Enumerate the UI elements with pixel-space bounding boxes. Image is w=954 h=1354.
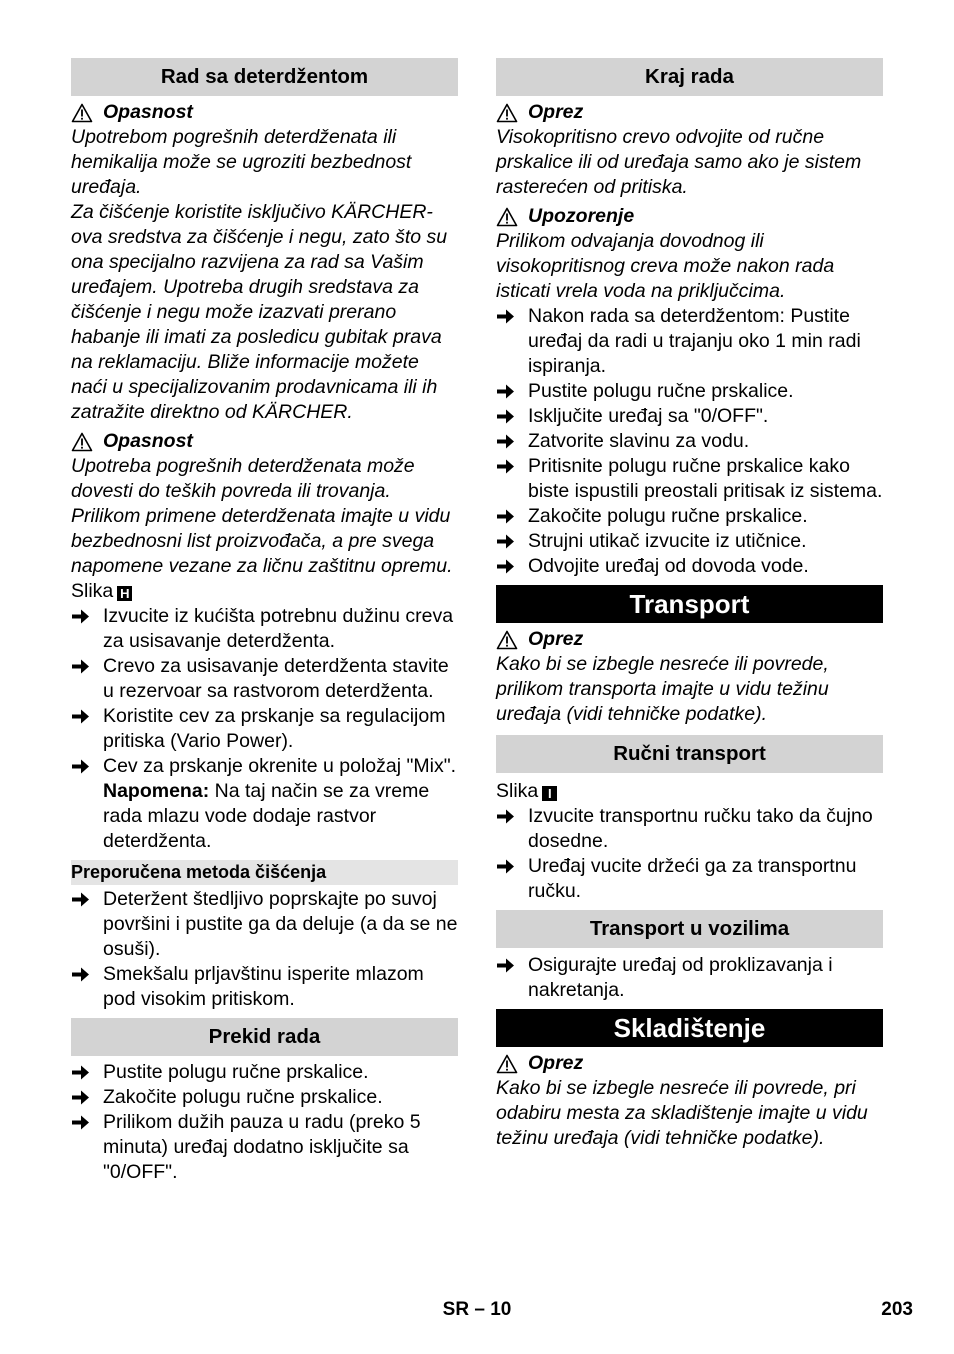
list-item [496, 404, 883, 429]
page-number: 203 [881, 1299, 913, 1320]
warning-triangle-icon [496, 103, 518, 123]
list-item [71, 962, 458, 1012]
list-item [496, 554, 883, 579]
list-item [71, 887, 458, 962]
list-item [496, 454, 883, 504]
warning-triangle-icon [71, 103, 93, 123]
warning-text: Visokopritisno crevo odvojite od ručne prskalice ili od uređaja samo ako je sistem rasterećen od pritiska. [496, 126, 862, 198]
figure-label: Slika [496, 780, 539, 802]
caution-warning [496, 627, 883, 652]
step-text: Osigurajte uređaj od proklizavanja i nakretanja. [528, 954, 833, 1001]
list-item [496, 529, 883, 554]
caution-warning [496, 204, 883, 229]
section-title-interruption: Prekid rada [71, 1018, 458, 1056]
list-item [496, 504, 883, 529]
figure-ref-box: H [117, 586, 132, 601]
figure-label: Slika [71, 580, 114, 602]
arrow-right-icon [71, 887, 91, 912]
warning-text: Kako bi se izbegle nesreće ili povrede, pri odabiru mesta za skladištenje imajte u vidu težinu uređaja (vidi tehničke podatke). [496, 1077, 868, 1149]
arrow-right-icon [496, 804, 516, 829]
arrow-right-icon [496, 429, 516, 454]
step-text: Isključite uređaj sa "0/OFF". [528, 405, 769, 427]
chapter-title-transport: Transport [496, 585, 883, 623]
list-item [496, 429, 883, 454]
section-title-detergent: Rad sa deterdžentom [71, 58, 458, 96]
step-text: Zakočite polugu ručne prskalice. [103, 1086, 383, 1108]
arrow-right-icon [496, 854, 516, 879]
arrow-right-icon [71, 1060, 91, 1085]
warning-text: Upotrebom pogrešnih deterdženata ili hemikalija može se ugroziti bezbednost uređaja. [71, 126, 412, 198]
step-text: Uređaj vucite držeći ga za transportnu ručku. [528, 855, 857, 902]
step-text: Izvucite iz kućišta potrebnu dužinu creva za usisavanje deterdženta. [103, 605, 454, 652]
left-column [71, 58, 458, 1185]
warning-text: Za čišćenje koristite isključivo KÄRCHER-ova sredstva za čišćenje i negu, zato što su ona specijalno razvijena za rad sa Vašim uređajem. Upotreba drugih sredstava za čišćenje i negu može izazvati prerano habanje ili imati za posledicu gubitak prava na reklamaciju. Bliže informacije možete naći u specijalizovanim prodavnicama ili ih zatražite direktno od KÄRCHER. [71, 201, 448, 423]
list-item [496, 854, 883, 904]
step-text: Zatvorite slavinu za vodu. [528, 430, 750, 452]
step-text: Strujni utikač izvucite iz utičnice. [528, 530, 807, 552]
warning-label: Opasnost [103, 101, 193, 123]
step-text: Izvucite transportnu ručku tako da čujno dosedne. [528, 805, 873, 852]
figure-reference [496, 779, 883, 804]
figure-reference [71, 579, 458, 604]
list-item [496, 953, 883, 1003]
step-text: Odvojite uređaj od dovoda vode. [528, 555, 809, 577]
list-item [71, 1060, 458, 1085]
step-text: Pustite polugu ručne prskalice. [528, 380, 794, 402]
arrow-right-icon [496, 554, 516, 579]
list-item [71, 1085, 458, 1110]
chapter-title-storage: Skladištenje [496, 1009, 883, 1047]
warning-label: Oprez [528, 628, 584, 650]
list-item [496, 379, 883, 404]
warning-text: Kako bi se izbegle nesreće ili povrede, prilikom transporta imajte u vidu težinu uređaja (vidi tehničke podatke). [496, 653, 829, 725]
note-label: Napomena: [103, 780, 210, 802]
arrow-right-icon [496, 379, 516, 404]
arrow-right-icon [71, 704, 91, 729]
list-item [496, 804, 883, 854]
steps-list [496, 953, 883, 1003]
arrow-right-icon [71, 604, 91, 629]
step-text: Smekšalu prljavštinu isperite mlazom pod visokim pritiskom. [103, 963, 424, 1010]
figure-ref-box: I [542, 786, 557, 801]
arrow-right-icon [496, 454, 516, 479]
list-item [496, 304, 883, 379]
warning-text: Prilikom primene deterdženata imajte u vidu bezbednosni list proizvođača, a pre svega napomene vezane za ličnu zaštitnu opremu. [71, 505, 453, 577]
section-title-manual-transport: Ručni transport [496, 735, 883, 773]
steps-list [71, 887, 458, 1012]
warning-triangle-icon [496, 207, 518, 227]
warning-text: Upotreba pogrešnih deterdženata može dovesti do teških povreda ili trovanja. [71, 455, 415, 502]
list-item [71, 654, 458, 704]
warning-label: Upozorenje [528, 205, 635, 227]
caution-warning [496, 100, 883, 125]
step-text: Pustite polugu ručne prskalice. [103, 1061, 369, 1083]
warning-triangle-icon [71, 432, 93, 452]
step-text: Crevo za usisavanje deterdženta stavite u rezervoar sa rastvorom deterdženta. [103, 655, 449, 702]
arrow-right-icon [71, 1085, 91, 1110]
step-text: Pritisnite polugu ručne prskalice kako biste ispustili preostali pritisak iz sistema. [528, 455, 883, 502]
list-item [71, 754, 458, 779]
list-item [71, 604, 458, 654]
danger-warning-2 [71, 429, 458, 454]
right-column [496, 58, 883, 1151]
arrow-right-icon [496, 953, 516, 978]
arrow-right-icon [71, 1110, 91, 1135]
warning-label: Oprez [528, 101, 584, 123]
list-item [71, 704, 458, 754]
warning-label: Oprez [528, 1052, 584, 1074]
step-text: Nakon rada sa deterdžentom: Pustite uređaj da radi u trajanju oko 1 min radi ispiranja. [528, 305, 861, 377]
warning-triangle-icon [496, 1054, 518, 1074]
arrow-right-icon [496, 529, 516, 554]
note [71, 779, 458, 854]
note-text: Na taj način se za vreme rada mlazu vode dodaje rastvor deterdženta. [103, 780, 430, 852]
warning-label: Opasnost [103, 430, 193, 452]
arrow-right-icon [71, 962, 91, 987]
section-title-vehicle-transport: Transport u vozilima [496, 910, 883, 948]
list-item [71, 1110, 458, 1185]
arrow-right-icon [71, 654, 91, 679]
danger-warning-1 [71, 100, 458, 125]
arrow-right-icon [71, 754, 91, 779]
caution-warning [496, 1051, 883, 1076]
arrow-right-icon [496, 504, 516, 529]
warning-text: Prilikom odvajanja dovodnog ili visokopritisnog creva može nakon rada isticati vrela voda na priključcima. [496, 230, 835, 302]
steps-list [496, 804, 883, 904]
arrow-right-icon [496, 304, 516, 329]
step-text: Prilikom dužih pauza u radu (preko 5 minuta) uređaj dodatno isključite sa "0/OFF". [103, 1111, 421, 1183]
steps-list [496, 304, 883, 579]
steps-list [71, 1060, 458, 1185]
arrow-right-icon [496, 404, 516, 429]
footer-section-label: SR – 10 [442, 1299, 512, 1320]
step-text: Cev za prskanje okrenite u položaj "Mix". [103, 755, 457, 777]
warning-triangle-icon [496, 630, 518, 650]
section-title-end-of-work: Kraj rada [496, 58, 883, 96]
step-text: Koristite cev za prskanje sa regulacijom pritiska (Vario Power). [103, 705, 446, 752]
step-text: Deteržent štedljivo poprskajte po suvoj površini i pustite ga da deluje (a da se ne osuši). [103, 888, 458, 960]
step-text: Zakočite polugu ručne prskalice. [528, 505, 808, 527]
steps-list [71, 604, 458, 779]
section-title-recommended-method: Preporučena metoda čišćenja [71, 860, 458, 885]
